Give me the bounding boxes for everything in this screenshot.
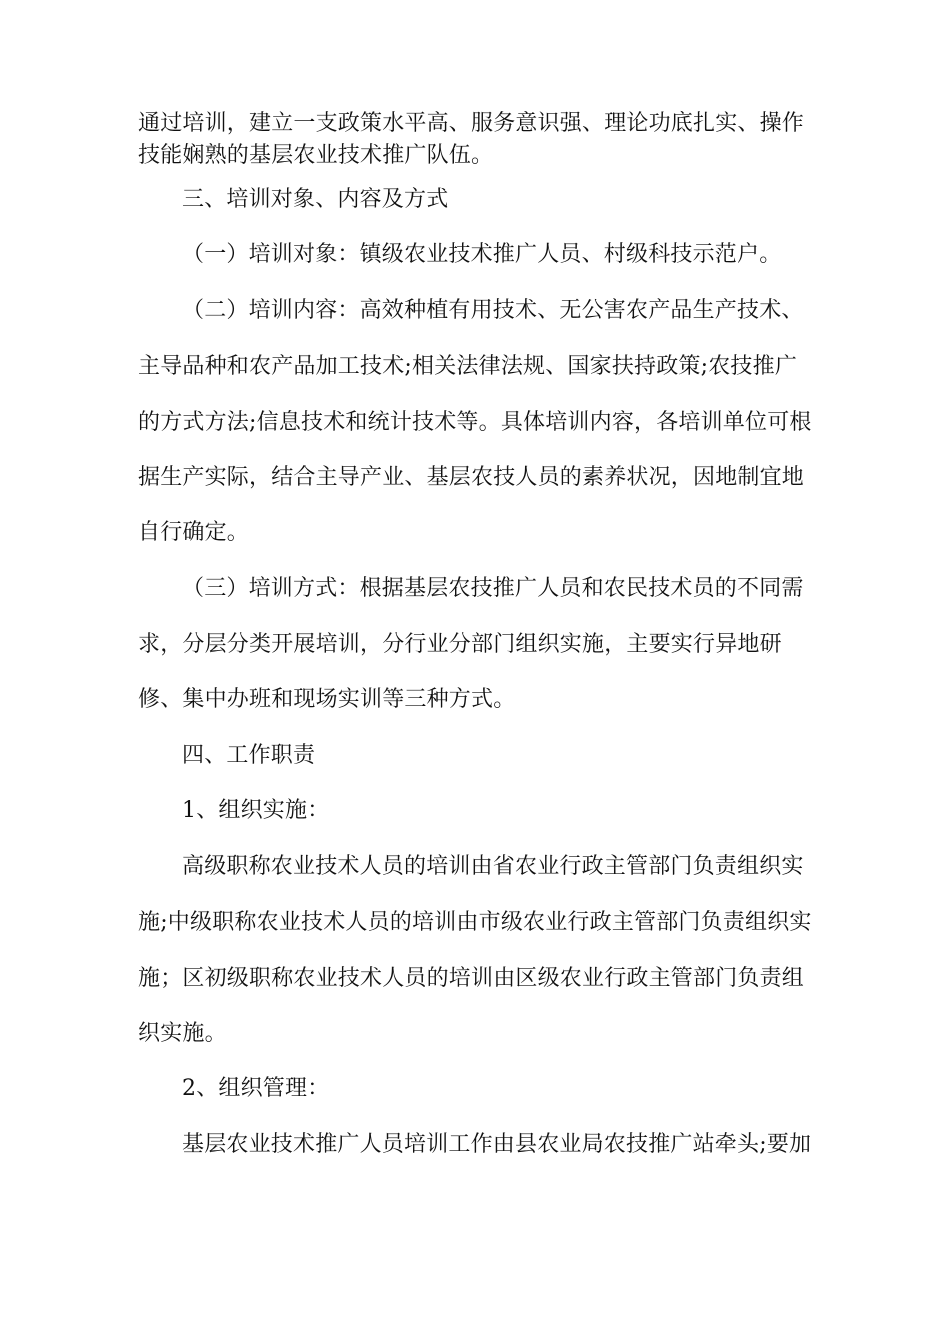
section-heading: 四、工作职责 bbox=[182, 743, 316, 768]
paragraph-line: 织实施。 bbox=[138, 1021, 227, 1046]
paragraph-line: 自行确定。 bbox=[138, 520, 250, 545]
paragraph-line: （一）培训对象：镇级农业技术推广人员、村级科技示范户。 bbox=[182, 242, 782, 267]
subsection-heading: 2、组织管理： bbox=[182, 1076, 330, 1101]
paragraph-line: 求，分层分类开展培训，分行业分部门组织实施，主要实行异地研 bbox=[138, 632, 782, 657]
paragraph-line: （三）培训方式：根据基层农技推广人员和农民技术员的不同需 bbox=[182, 576, 804, 601]
paragraph-line: 的方式方法;信息技术和统计技术等。具体培训内容，各培训单位可根 bbox=[138, 410, 812, 435]
paragraph-line: 施；区初级职称农业技术人员的培训由区级农业行政主管部门负责组 bbox=[138, 966, 805, 991]
paragraph-line: （二）培训内容：高效种植有用技术、无公害农产品生产技术、 bbox=[182, 298, 804, 323]
paragraph-line: 基层农业技术推广人员培训工作由县农业局农技推广站牵头;要加 bbox=[182, 1132, 812, 1157]
paragraph-line: 修、集中办班和现场实训等三种方式。 bbox=[138, 687, 516, 712]
paragraph-line: 主导品种和农产品加工技术;相关法律法规、国家扶持政策;农技推广 bbox=[138, 354, 798, 379]
paragraph-line: 高级职称农业技术人员的培训由省农业行政主管部门负责组织实 bbox=[182, 854, 804, 879]
paragraph-line: 施;中级职称农业技术人员的培训由市级农业行政主管部门负责组织实 bbox=[138, 910, 812, 935]
subsection-heading: 1、组织实施： bbox=[182, 798, 330, 823]
paragraph-line: 据生产实际，结合主导产业、基层农技人员的素养状况，因地制宜地 bbox=[138, 465, 805, 490]
section-heading: 三、培训对象、内容及方式 bbox=[182, 187, 449, 212]
paragraph-line: 技能娴熟的基层农业技术推广队伍。 bbox=[138, 143, 494, 168]
paragraph-line: 通过培训，建立一支政策水平高、服务意识强、理论功底扎实、操作 bbox=[138, 111, 805, 136]
